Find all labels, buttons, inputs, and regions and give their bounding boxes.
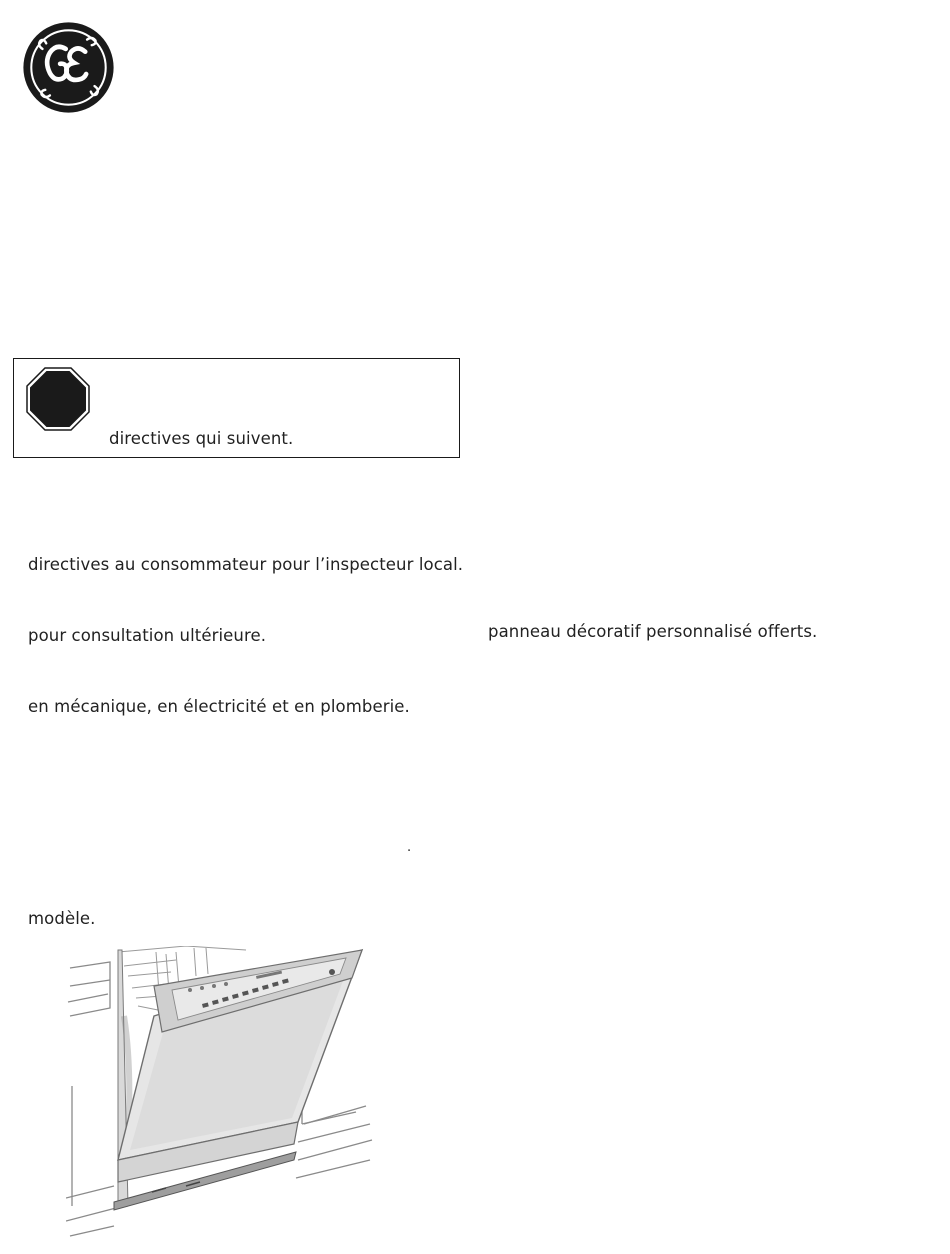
warning-text: directives qui suivent. <box>109 429 294 448</box>
panel-note: panneau décoratif personnalisé offerts. <box>488 622 818 641</box>
warning-box <box>13 358 460 458</box>
instruction-line-keep: pour consultation ultérieure. <box>28 626 267 645</box>
instruction-line-model: modèle. <box>28 909 96 928</box>
instruction-line-skills: en mécanique, en électricité et en plomberie. <box>28 697 410 716</box>
ge-logo-icon <box>22 21 115 114</box>
stop-sign-icon <box>25 366 91 432</box>
instruction-line-inspector: directives au consommateur pour l’inspecteur local. <box>28 555 464 574</box>
dishwasher-illustration <box>66 946 376 1240</box>
stray-mark: . <box>407 840 412 855</box>
